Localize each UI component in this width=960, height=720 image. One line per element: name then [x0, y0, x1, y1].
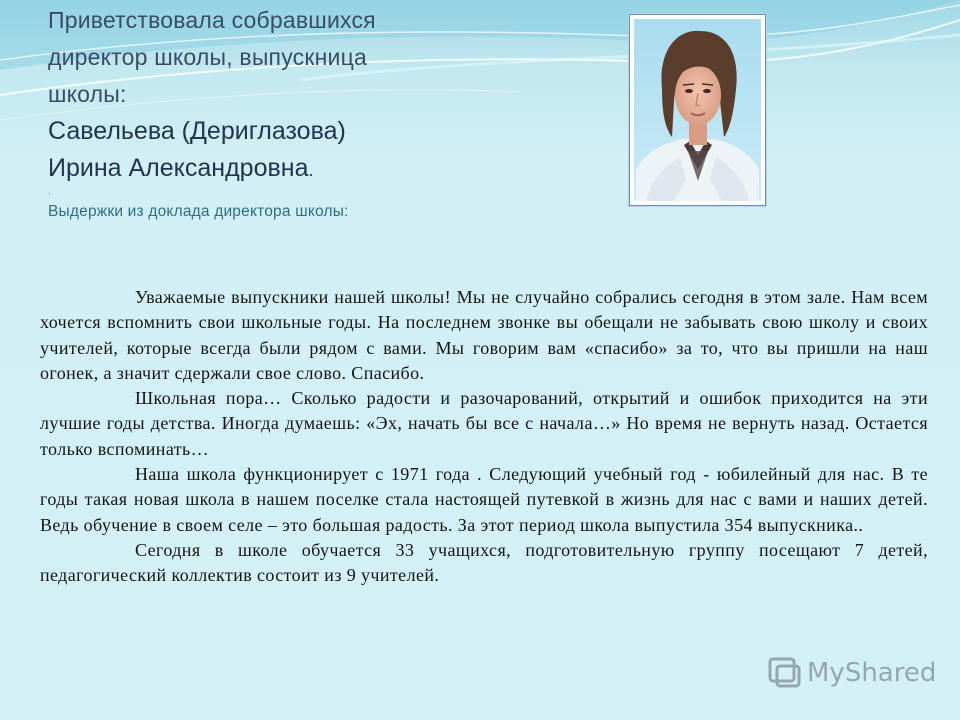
- slide-title: [48, 2, 608, 189]
- title-line-2: директор школы, выпускница: [48, 44, 367, 70]
- myshared-logo-icon: [767, 655, 803, 691]
- director-surname: Савельева (Дериглазова): [48, 117, 346, 145]
- title-line-1: Приветствовала собравшихся: [48, 7, 376, 33]
- portrait-frame: [629, 14, 766, 206]
- director-name-text: Ирина Александровна: [48, 154, 309, 182]
- paragraph: Уважаемые выпускники нашей школы! Мы не случайно собрались сегодня в этом зале. Нам всем хочется вспомнить свои школьные годы. На последнем звонке вы обещали не забывать свою школу и своих учителей, которые всегда были рядом с вами. Мы говорим вам «спасибо» за то, что вы пришли на наш огонек, а значит сдержали свое слово. Спасибо.: [40, 287, 928, 383]
- report-excerpt: [40, 285, 928, 589]
- paragraph: Школьная пора… Сколько радости и разочарований, открытий и ошибок приходится на эти лучшие годы детства. Иногда думаешь: «Эх, начать бы все с начала…» Но время не вернуть назад. Остается только вспоминать…: [40, 388, 928, 459]
- portrait-photo: [634, 19, 761, 201]
- director-name-dot: .: [308, 160, 314, 180]
- director-name: [48, 150, 608, 189]
- myshared-watermark[interactable]: [767, 655, 936, 691]
- title-line-3: школы:: [48, 81, 127, 107]
- excerpt-label: Выдержки из доклада директора школы:: [48, 203, 349, 220]
- small-mark: .: [48, 186, 51, 197]
- paragraph: Сегодня в школе обучается 33 учащихся, подготовительную группу посещают 7 детей, педагогический коллектив состоит из 9 учителей.: [40, 539, 928, 586]
- watermark-text: MyShared: [807, 658, 937, 688]
- paragraph: Наша школа функционирует с 1971 года . Следующий учебный год - юбилейный для нас. В те годы такая новая школа в нашем поселке стала настоящей путевкой в жизнь для нас с вами и наших детей. Ведь обучение в своем селе – это большая радость. За этот период школа выпустила 354 выпускника..: [40, 464, 928, 535]
